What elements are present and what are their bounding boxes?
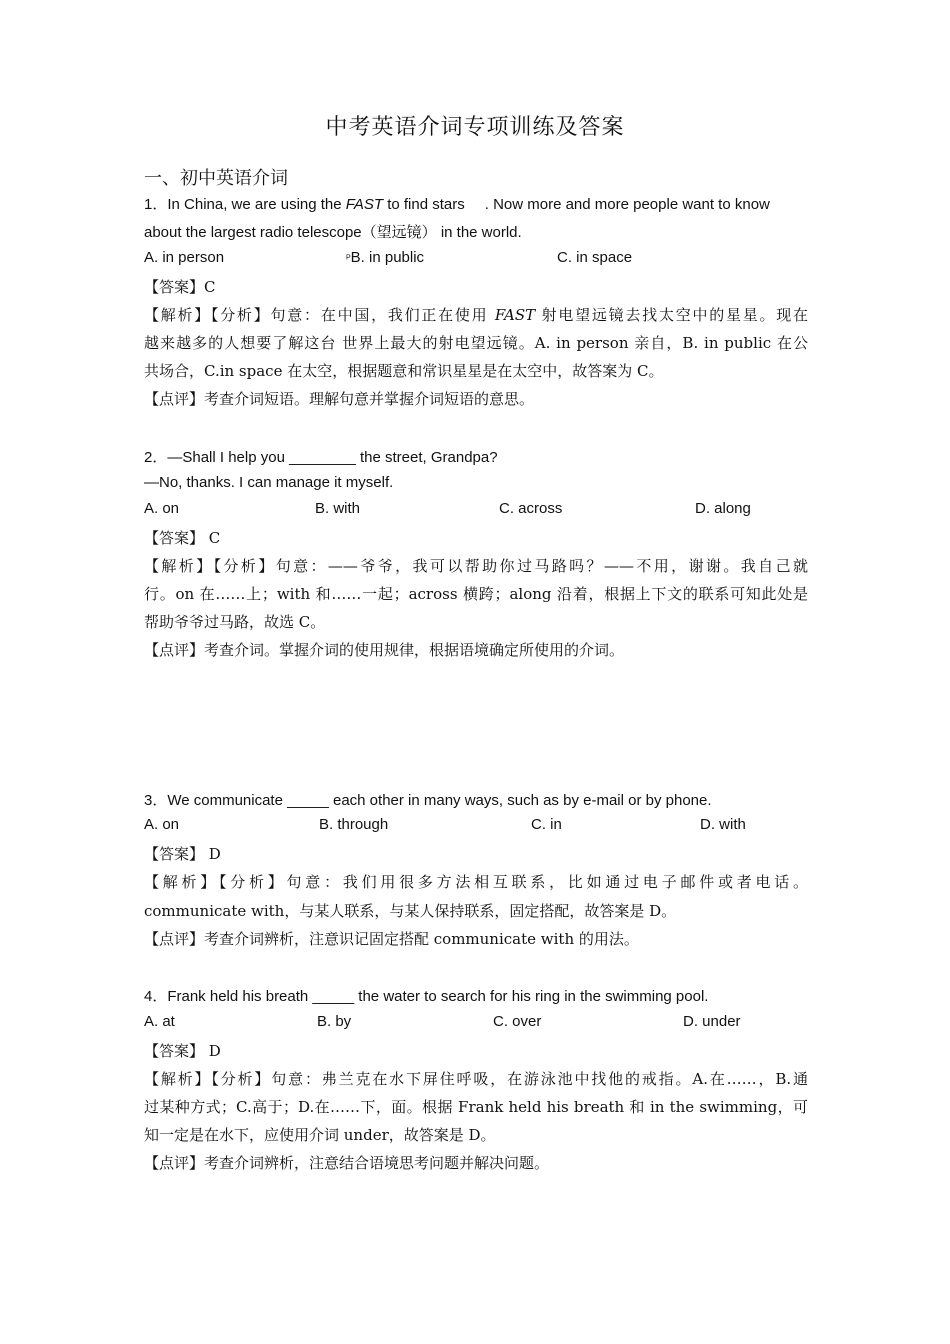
question-1-analysis-line-1: 【解析】【分析】句意：在中国，我们正在使用 FAST 射电望远镜去找太空中的星星。现在 bbox=[144, 306, 808, 324]
question-2-analysis-line-1: 【解析】【分析】句意：——爷爷，我可以帮助你过马路吗？——不用，谢谢。我自己就 bbox=[144, 557, 808, 575]
question-4-option-c: C. over bbox=[493, 1013, 542, 1030]
question-2-line-2: —No, thanks. I can manage it myself. bbox=[144, 474, 394, 491]
question-3-option-d: D. with bbox=[700, 816, 746, 833]
question-4-option-d: D. under bbox=[683, 1013, 741, 1030]
question-2-comment: 【点评】考查介词。掌握介词的使用规律，根据语境确定所使用的介词。 bbox=[144, 641, 625, 659]
question-1-answer: 【答案】C bbox=[144, 278, 216, 296]
question-1-option-c: C. in space bbox=[557, 249, 633, 266]
question-2-option-b: B. with bbox=[315, 500, 361, 517]
question-3-line-1: 3．We communicate _____ each other in many ways, such as by e-mail or by phone. bbox=[144, 792, 712, 809]
question-3-analysis-line-1: 【解析】【分析】句意：我们用很多方法相互联系，比如通过电子邮件或者电话。 bbox=[144, 873, 808, 891]
question-3-answer: 【答案】 D bbox=[144, 845, 221, 863]
question-3-option-a: A. on bbox=[144, 816, 180, 833]
question-2-option-c: C. across bbox=[499, 500, 563, 517]
question-4-line-1: 4．Frank held his breath _____ the water to search for his ring in the swimming pool. bbox=[144, 988, 709, 1005]
question-3-option-b: B. through bbox=[319, 816, 389, 833]
question-1-analysis-line-3: 共场合，C.in space 在太空，根据题意和常识星星是在太空中，故答案为 C。 bbox=[144, 362, 664, 380]
question-2-option-a: A. on bbox=[144, 500, 180, 517]
question-4-option-b: B. by bbox=[317, 1013, 352, 1030]
question-2-line-1: 2．—Shall I help you ________ the street, Grandpa? bbox=[144, 449, 498, 466]
question-3-analysis-line-2: communicate with，与某人联系，与某人保持联系，固定搭配，故答案是 D。 bbox=[144, 902, 677, 920]
question-1-comment: 【点评】考查介词短语。理解句意并掌握介词短语的意思。 bbox=[144, 390, 535, 408]
question-3-option-c: C. in bbox=[531, 816, 562, 833]
question-4-option-a: A. at bbox=[144, 1013, 175, 1030]
question-4-answer: 【答案】 D bbox=[144, 1042, 221, 1060]
question-4-analysis-line-1: 【解析】【分析】句意：弗兰克在水下屏住呼吸，在游泳池中找他的戒指。A.在……，B.通 bbox=[144, 1070, 808, 1088]
section-heading: 一、初中英语介词 bbox=[144, 168, 288, 189]
question-2-analysis-line-3: 帮助爷爷过马路，故选 C。 bbox=[144, 613, 326, 631]
question-2-option-d: D. along bbox=[695, 500, 751, 517]
question-1-option-a: A. in person bbox=[144, 249, 225, 266]
question-4-comment: 【点评】考查介词辨析，注意结合语境思考问题并解决问题。 bbox=[144, 1154, 550, 1172]
question-3-comment: 【点评】考查介词辨析，注意识记固定搭配 communicate with 的用法。 bbox=[144, 930, 639, 948]
question-4-analysis-line-3: 知一定是在水下，应使用介词 under，故答案是 D。 bbox=[144, 1126, 496, 1144]
question-1-line-2: about the largest radio telescope（望远镜） in the world. bbox=[144, 224, 522, 241]
question-1-line-1: 1．In China, we are using the FAST to find stars . Now more and more people want to know bbox=[144, 196, 770, 213]
question-2-analysis-line-2: 行。on 在……上；with 和……一起；across 横跨；along 沿着，根据上下文的联系可知此处是 bbox=[144, 585, 808, 603]
question-1-option-b: PB. in public bbox=[346, 249, 425, 266]
question-4-analysis-line-2: 过某种方式；C.高于；D.在……下，面。根据 Frank held his breath 和 in the swimming，可 bbox=[144, 1098, 808, 1116]
question-1-analysis-line-2: 越来越多的人想要了解这台 世界上最大的射电望远镜。A. in person 亲自，B. in public 在公 bbox=[144, 334, 808, 352]
page-title: 中考英语介词专项训练及答案 bbox=[325, 115, 625, 140]
question-2-answer: 【答案】 C bbox=[144, 529, 221, 547]
